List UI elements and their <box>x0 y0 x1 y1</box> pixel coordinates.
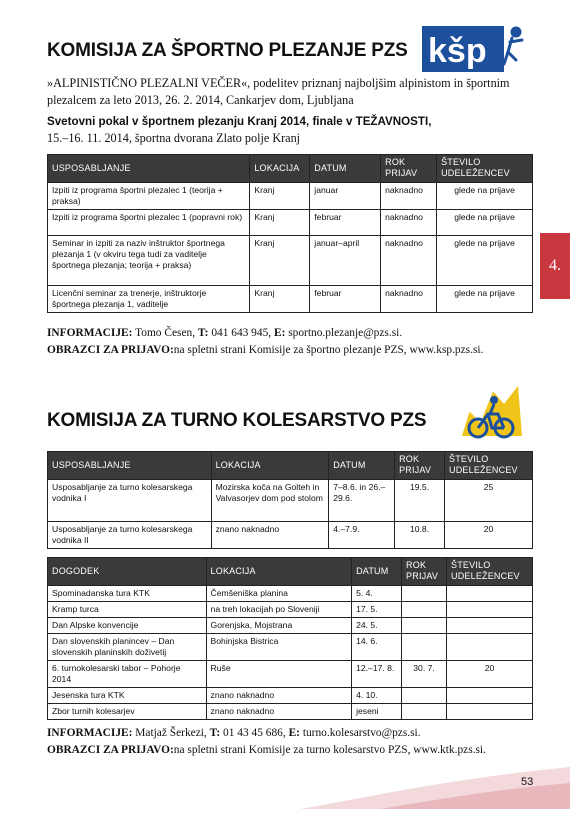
table-row <box>48 210 533 236</box>
cell-dogodek: Kramp turca <box>48 602 207 618</box>
bottom-decoration <box>0 765 570 809</box>
cell-datum: februar <box>310 286 381 313</box>
table-row <box>48 661 533 688</box>
cell-stevilo: glede na prijave <box>437 183 533 210</box>
svg-text:kšp: kšp <box>428 32 487 70</box>
cell-rok: naknadno <box>381 236 437 286</box>
cell-lokacija: Bohinjska Bistrica <box>206 634 352 661</box>
info-phone-label: T: <box>209 727 221 739</box>
cell-stevilo: glede na prijave <box>437 210 533 236</box>
info-phone: 01 43 45 686, <box>223 727 286 739</box>
col-header-stevilo: ŠTEVILO UDELEŽENCEV <box>445 452 533 480</box>
ksp-info <box>47 325 547 342</box>
cell-lokacija: Ruše <box>206 661 352 688</box>
cell-usposabljanje: Seminar in izpiti za naziv inštruktor športnega plezanja 1 (v okviru tega tudi za vaditelje športnega plezanja; teorija + praksa) <box>48 236 250 286</box>
cell-dogodek: Zbor turnih kolesarjev <box>48 704 207 720</box>
cell-lokacija: Kranj <box>250 183 310 210</box>
cell-stevilo: 20 <box>445 522 533 549</box>
cell-stevilo <box>447 634 533 661</box>
ktk-logo-icon <box>458 380 526 446</box>
cell-stevilo <box>447 704 533 720</box>
cell-datum: januar–april <box>310 236 381 286</box>
col-header-usposabljanje: USPOSABLJANJE <box>48 155 250 183</box>
cell-lokacija: znano naknadno <box>206 688 352 704</box>
forms-text: na spletni strani Komisije za turno kolesarstvo PZS, www.ktk.pzs.si. <box>173 744 486 756</box>
col-header-rok-prijav: ROK PRIJAV <box>402 558 447 586</box>
ksp-table <box>47 154 533 313</box>
table-row <box>48 704 533 720</box>
cell-dogodek: 6. turnokolesarski tabor – Pohorje 2014 <box>48 661 207 688</box>
cell-datum: 14. 6. <box>352 634 402 661</box>
cell-dogodek: Dan Alpske konvencije <box>48 618 207 634</box>
cell-stevilo <box>447 688 533 704</box>
cell-lokacija: na treh lokacijah po Sloveniji <box>206 602 352 618</box>
cell-rok <box>402 634 447 661</box>
table-row <box>48 522 533 549</box>
cell-lokacija: Kranj <box>250 210 310 236</box>
info-contact: Tomo Česen, <box>135 327 196 339</box>
table-row <box>48 602 533 618</box>
intro-worldcup <box>47 113 533 147</box>
cell-datum: 7–8.6. in 26.–29.6. <box>329 480 395 522</box>
ksp-forms <box>47 342 557 359</box>
cell-lokacija: znano naknadno <box>211 522 329 549</box>
page-number: 53 <box>521 776 534 788</box>
col-header-stevilo: ŠTEVILO UDELEŽENCEV <box>437 155 533 183</box>
cell-stevilo: 20 <box>447 661 533 688</box>
cell-datum: 24. 5. <box>352 618 402 634</box>
cell-lokacija: Čemšeniška planina <box>206 586 352 602</box>
cell-dogodek: Dan slovenskih planincev – Dan slovenskih planinskih doživetij <box>48 634 207 661</box>
cell-datum: 4. 10. <box>352 688 402 704</box>
cell-stevilo: 25 <box>445 480 533 522</box>
intro-worldcup-title: Svetovni pokal v športnem plezanju Kranj 2014, finale v TEŽAVNOSTI, <box>47 115 432 128</box>
forms-text: na spletni strani Komisije za športno plezanje PZS, www.ksp.pzs.si. <box>173 344 484 356</box>
cell-rok <box>402 688 447 704</box>
cell-stevilo <box>447 618 533 634</box>
section-title-ksp: KOMISIJA ZA ŠPORTNO PLEZANJE PZS <box>47 40 408 61</box>
col-header-dogodek: DOGODEK <box>48 558 207 586</box>
col-header-stevilo: ŠTEVILO UDELEŽENCEV <box>447 558 533 586</box>
table-row <box>48 480 533 522</box>
cell-lokacija: Gorenjska, Mojstrana <box>206 618 352 634</box>
cell-stevilo: glede na prijave <box>437 286 533 313</box>
col-header-lokacija: LOKACIJA <box>250 155 310 183</box>
table-header-row <box>48 155 533 183</box>
section-title-ktk: KOMISIJA ZA TURNO KOLESARSTVO PZS <box>47 410 427 431</box>
info-contact: Matjaž Šerkezi, <box>135 727 207 739</box>
cell-rok <box>402 586 447 602</box>
chapter-tab: 4. <box>540 233 570 299</box>
cell-lokacija: Mozirska koča na Golteh in Valvasorjev dom pod stolom <box>211 480 329 522</box>
info-email-label: E: <box>288 727 300 739</box>
info-phone: 041 643 945, <box>211 327 272 339</box>
ktk-table-usposabljanje <box>47 451 533 549</box>
cell-rok: naknadno <box>381 183 437 210</box>
table-header-row <box>48 558 533 586</box>
cell-usposabljanje: Usposabljanje za turno kolesarskega vodnika II <box>48 522 212 549</box>
table-row <box>48 618 533 634</box>
forms-label: OBRAZCI ZA PRIJAVO: <box>47 344 174 356</box>
ktk-forms <box>47 742 557 759</box>
col-header-datum: DATUM <box>352 558 402 586</box>
col-header-lokacija: LOKACIJA <box>211 452 329 480</box>
cell-stevilo <box>447 602 533 618</box>
ksp-logo <box>420 24 530 76</box>
cell-datum: februar <box>310 210 381 236</box>
col-header-datum: DATUM <box>329 452 395 480</box>
cell-dogodek: Spominadanska tura KTK <box>48 586 207 602</box>
ktk-info <box>47 725 547 742</box>
forms-label: OBRAZCI ZA PRIJAVO: <box>47 744 174 756</box>
table-row <box>48 183 533 210</box>
cell-datum: jeseni <box>352 704 402 720</box>
cell-usposabljanje: Usposabljanje za turno kolesarskega vodnika I <box>48 480 212 522</box>
table-row <box>48 586 533 602</box>
table-row <box>48 286 533 313</box>
info-email[interactable]: turno.kolesarstvo@pzs.si. <box>302 727 421 739</box>
cell-datum: 17. 5. <box>352 602 402 618</box>
info-label: INFORMACIJE: <box>47 727 133 739</box>
ktk-table-dogodki <box>47 557 533 720</box>
table-row <box>48 236 533 286</box>
cell-stevilo: glede na prijave <box>437 236 533 286</box>
cell-rok: naknadno <box>381 210 437 236</box>
cell-usposabljanje: Izpiti iz programa športni plezalec 1 (teorija + praksa) <box>48 183 250 210</box>
cell-rok: 30. 7. <box>402 661 447 688</box>
info-phone-label: T: <box>197 327 209 339</box>
cell-usposabljanje: Licenčni seminar za trenerje, inštruktorje športnega plezanja 1, vaditelje <box>48 286 250 313</box>
cell-rok <box>402 618 447 634</box>
cell-rok: naknadno <box>381 286 437 313</box>
info-label: INFORMACIJE: <box>47 327 133 339</box>
cell-datum: 4.–7.9. <box>329 522 395 549</box>
col-header-lokacija: LOKACIJA <box>206 558 352 586</box>
col-header-rok-prijav: ROK PRIJAV <box>381 155 437 183</box>
cell-datum: 5. 4. <box>352 586 402 602</box>
cell-rok: 10.8. <box>395 522 445 549</box>
cell-datum: 12.–17. 8. <box>352 661 402 688</box>
info-email-label: E: <box>273 327 286 339</box>
cell-datum: januar <box>310 183 381 210</box>
table-row <box>48 634 533 661</box>
cell-lokacija: znano naknadno <box>206 704 352 720</box>
cell-lokacija: Kranj <box>250 286 310 313</box>
cell-lokacija: Kranj <box>250 236 310 286</box>
intro-event: »ALPINISTIČNO PLEZALNI VEČER«, podelitev priznanj najboljšim alpinistom in športnim plezalcem za leto 2013, 26. 2. 2014, Cankarjev dom, Ljubljana <box>47 76 510 107</box>
info-email[interactable]: sportno.plezanje@pzs.si. <box>288 327 403 339</box>
cell-rok: 19.5. <box>395 480 445 522</box>
cell-usposabljanje: Izpiti iz programa športni plezalec 1 (popravni rok) <box>48 210 250 236</box>
cell-rok <box>402 602 447 618</box>
table-header-row <box>48 452 533 480</box>
cell-rok <box>402 704 447 720</box>
col-header-datum: DATUM <box>310 155 381 183</box>
cell-stevilo <box>447 586 533 602</box>
col-header-rok-prijav: ROK PRIJAV <box>395 452 445 480</box>
cell-dogodek: Jesenska tura KTK <box>48 688 207 704</box>
intro-worldcup-date: 15.–16. 11. 2014, športna dvorana Zlato polje Kranj <box>47 131 301 145</box>
col-header-usposabljanje: USPOSABLJANJE <box>48 452 212 480</box>
table-row <box>48 688 533 704</box>
